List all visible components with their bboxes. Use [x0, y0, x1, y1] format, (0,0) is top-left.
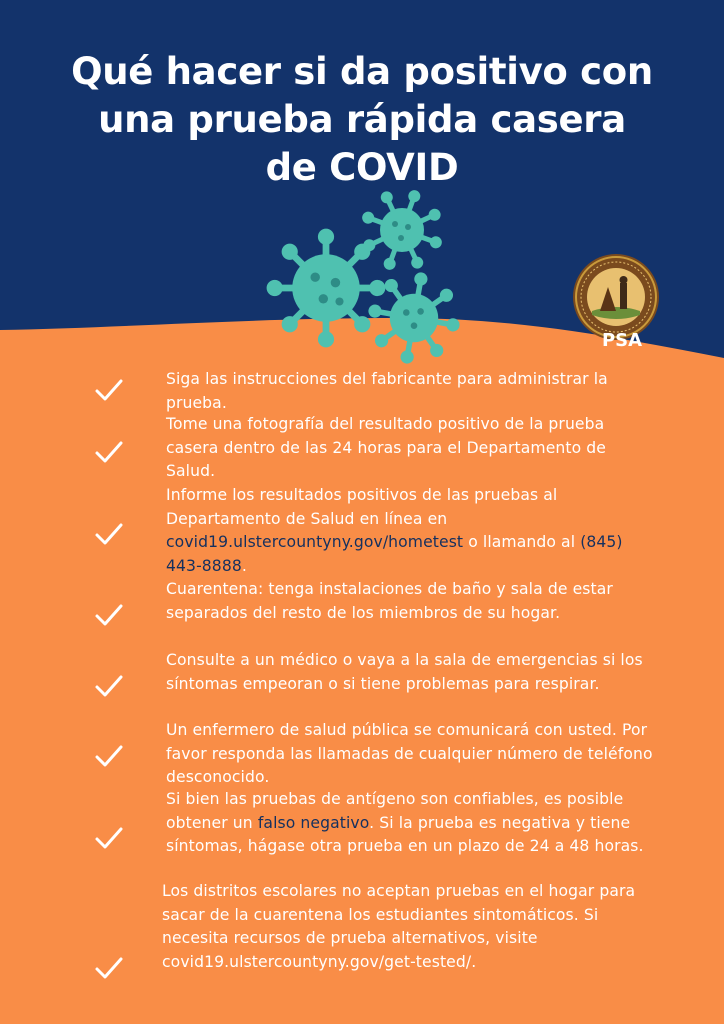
item-text: Tome una fotografía del resultado positivo de la prueba casera dentro de las 24 horas para el Departamento de Salud. — [166, 415, 606, 480]
item-text: Los distritos escolares no aceptan pruebas en el hogar para sacar de la cuarentena los estudiantes sintomáticos. Si necesita recursos de prueba alternativos, visite covid19.ulstercountyny.gov/get-tested/. — [162, 882, 636, 971]
item-text — [166, 484, 656, 578]
check-icon — [94, 744, 124, 768]
check-icon — [94, 826, 124, 850]
item-text: Un enfermero de salud pública se comunicará con usted. Por favor responda las llamadas de cualquier número de teléfono desconocido. — [166, 721, 653, 786]
check-icon — [94, 956, 124, 980]
hometest-link[interactable]: covid19.ulstercountyny.gov/hometest — [166, 533, 464, 551]
title-line-2: una prueba rápida casera — [98, 98, 626, 141]
item-text — [166, 788, 656, 859]
check-icon — [94, 440, 124, 464]
item-text: Consulte a un médico o vaya a la sala de emergencias si los síntomas empeoran o si tiene problemas para respirar. — [166, 651, 643, 693]
check-icon — [94, 378, 124, 402]
title-line-3: de COVID — [265, 146, 459, 189]
phone-link[interactable]: (845) 443-8888 — [166, 533, 623, 575]
item-text-part: . — [241, 556, 247, 575]
item-text-part: . Si la prueba es negativa y tiene síntomas, hágase otra prueba en un plazo de 24 a 48 horas. — [166, 813, 644, 855]
item-text: Cuarentena: tenga instalaciones de baño y sala de estar separados del resto de los miembros de su hogar. — [166, 580, 613, 622]
check-icon — [94, 522, 124, 546]
check-icon — [94, 603, 124, 627]
false-negative-highlight: falso negativo — [257, 813, 370, 832]
item-text-part: Informe los resultados positivos de las pruebas al Departamento de Salud en línea en — [166, 486, 558, 528]
item-text: Siga las instrucciones del fabricante para administrar la prueba. — [166, 370, 608, 412]
psa-badge: PSA — [601, 330, 643, 351]
check-icon — [94, 674, 124, 698]
item-text-part: o llamando al — [463, 533, 581, 551]
title-line-1: Qué hacer si da positivo con — [71, 50, 653, 93]
item-text-part: Si bien las pruebas de antígeno son confiables, es posible obtener un — [166, 790, 624, 832]
